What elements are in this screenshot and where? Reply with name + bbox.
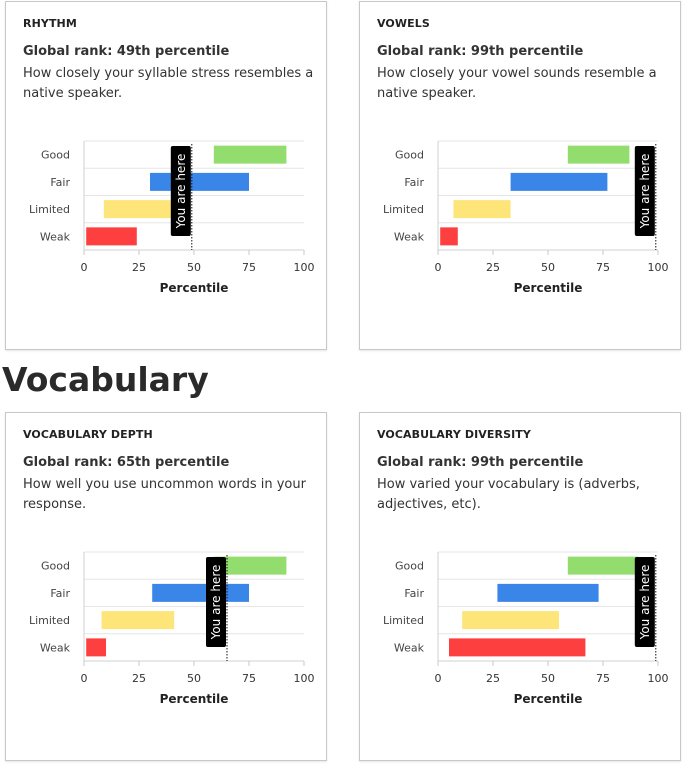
bar-good — [568, 557, 638, 575]
category-label: Limited — [28, 614, 70, 628]
category-label: Fair — [404, 586, 424, 600]
category-label: Fair — [50, 586, 70, 600]
global-rank: Global rank: 49th percentile — [23, 44, 230, 59]
x-tick-label: 25 — [132, 672, 146, 685]
bar-limited — [462, 611, 559, 629]
card-title: RHYTHM — [23, 17, 77, 30]
x-tick-label: 50 — [187, 672, 201, 685]
vocabulary-diversity-chart — [360, 413, 680, 760]
x-axis-title: Percentile — [513, 281, 583, 295]
marker-label: You are here — [209, 564, 223, 640]
x-axis-title: Percentile — [159, 692, 229, 706]
bar-weak — [86, 638, 106, 656]
bar-fair — [152, 584, 249, 602]
marker-label: You are here — [173, 153, 188, 229]
vocabulary-depth-chart — [6, 413, 326, 760]
card-title: VOCABULARY DIVERSITY — [377, 428, 531, 441]
x-tick-label: 25 — [132, 261, 146, 274]
card-title: VOCABULARY DEPTH — [23, 428, 153, 441]
bar-good — [568, 146, 630, 164]
category-label: Good — [41, 559, 70, 573]
category-label: Good — [41, 148, 70, 162]
bar-weak — [449, 638, 585, 656]
x-tick-label: 100 — [647, 261, 669, 274]
x-axis-title: Percentile — [159, 281, 229, 295]
category-label: Weak — [393, 641, 424, 655]
category-label: Weak — [39, 230, 70, 244]
global-rank: Global rank: 99th percentile — [377, 455, 584, 470]
bar-fair — [497, 584, 598, 602]
x-tick-label: 50 — [187, 261, 201, 274]
card-title: VOWELS — [377, 17, 430, 30]
card-description: How closely your syllable stress resembles a native speaker. — [23, 66, 314, 101]
x-tick-label: 0 — [80, 672, 88, 685]
x-tick-label: 75 — [242, 261, 256, 274]
x-tick-label: 0 — [434, 261, 442, 274]
x-axis-title: Percentile — [513, 692, 583, 706]
card-description: How varied your vocabulary is (adverbs, adjectives, etc). — [377, 477, 640, 512]
card-description: How closely your vowel sounds resemble a native speaker. — [377, 66, 657, 101]
bar-fair — [511, 173, 608, 191]
category-label: Good — [395, 148, 424, 162]
category-label: Weak — [393, 230, 424, 244]
x-tick-label: 100 — [293, 672, 315, 685]
section-heading: Vocabulary — [2, 360, 209, 399]
bar-fair — [150, 173, 249, 191]
x-tick-label: 75 — [596, 672, 610, 685]
category-label: Limited — [28, 203, 70, 217]
x-tick-label: 50 — [541, 672, 555, 685]
x-tick-label: 25 — [486, 672, 500, 685]
global-rank: Global rank: 65th percentile — [23, 455, 230, 470]
bar-limited — [453, 200, 510, 218]
x-tick-label: 50 — [541, 261, 555, 274]
category-label: Limited — [382, 203, 424, 217]
x-tick-label: 25 — [486, 261, 500, 274]
bar-good — [214, 146, 287, 164]
vocabulary-diversity-card — [359, 412, 681, 761]
x-tick-label: 75 — [596, 261, 610, 274]
x-tick-label: 100 — [647, 672, 669, 685]
vowels-chart — [360, 2, 680, 349]
category-label: Weak — [39, 641, 70, 655]
vowels-card — [359, 1, 681, 350]
x-tick-label: 75 — [242, 672, 256, 685]
bar-weak — [440, 227, 458, 245]
card-description: How well you use uncommon words in your response. — [23, 477, 306, 512]
vocabulary-depth-card — [5, 412, 327, 761]
bar-limited — [104, 200, 172, 218]
category-label: Fair — [404, 175, 424, 189]
x-tick-label: 100 — [293, 261, 315, 274]
marker-label: You are here — [637, 153, 652, 229]
rhythm-card — [5, 1, 327, 350]
category-label: Limited — [382, 614, 424, 628]
rhythm-chart — [6, 2, 326, 349]
marker-label: You are here — [637, 564, 652, 640]
x-tick-label: 0 — [434, 672, 442, 685]
category-label: Good — [395, 559, 424, 573]
global-rank: Global rank: 99th percentile — [377, 44, 584, 59]
x-tick-label: 0 — [80, 261, 88, 274]
bar-weak — [86, 227, 137, 245]
category-label: Fair — [50, 175, 70, 189]
bar-limited — [102, 611, 175, 629]
